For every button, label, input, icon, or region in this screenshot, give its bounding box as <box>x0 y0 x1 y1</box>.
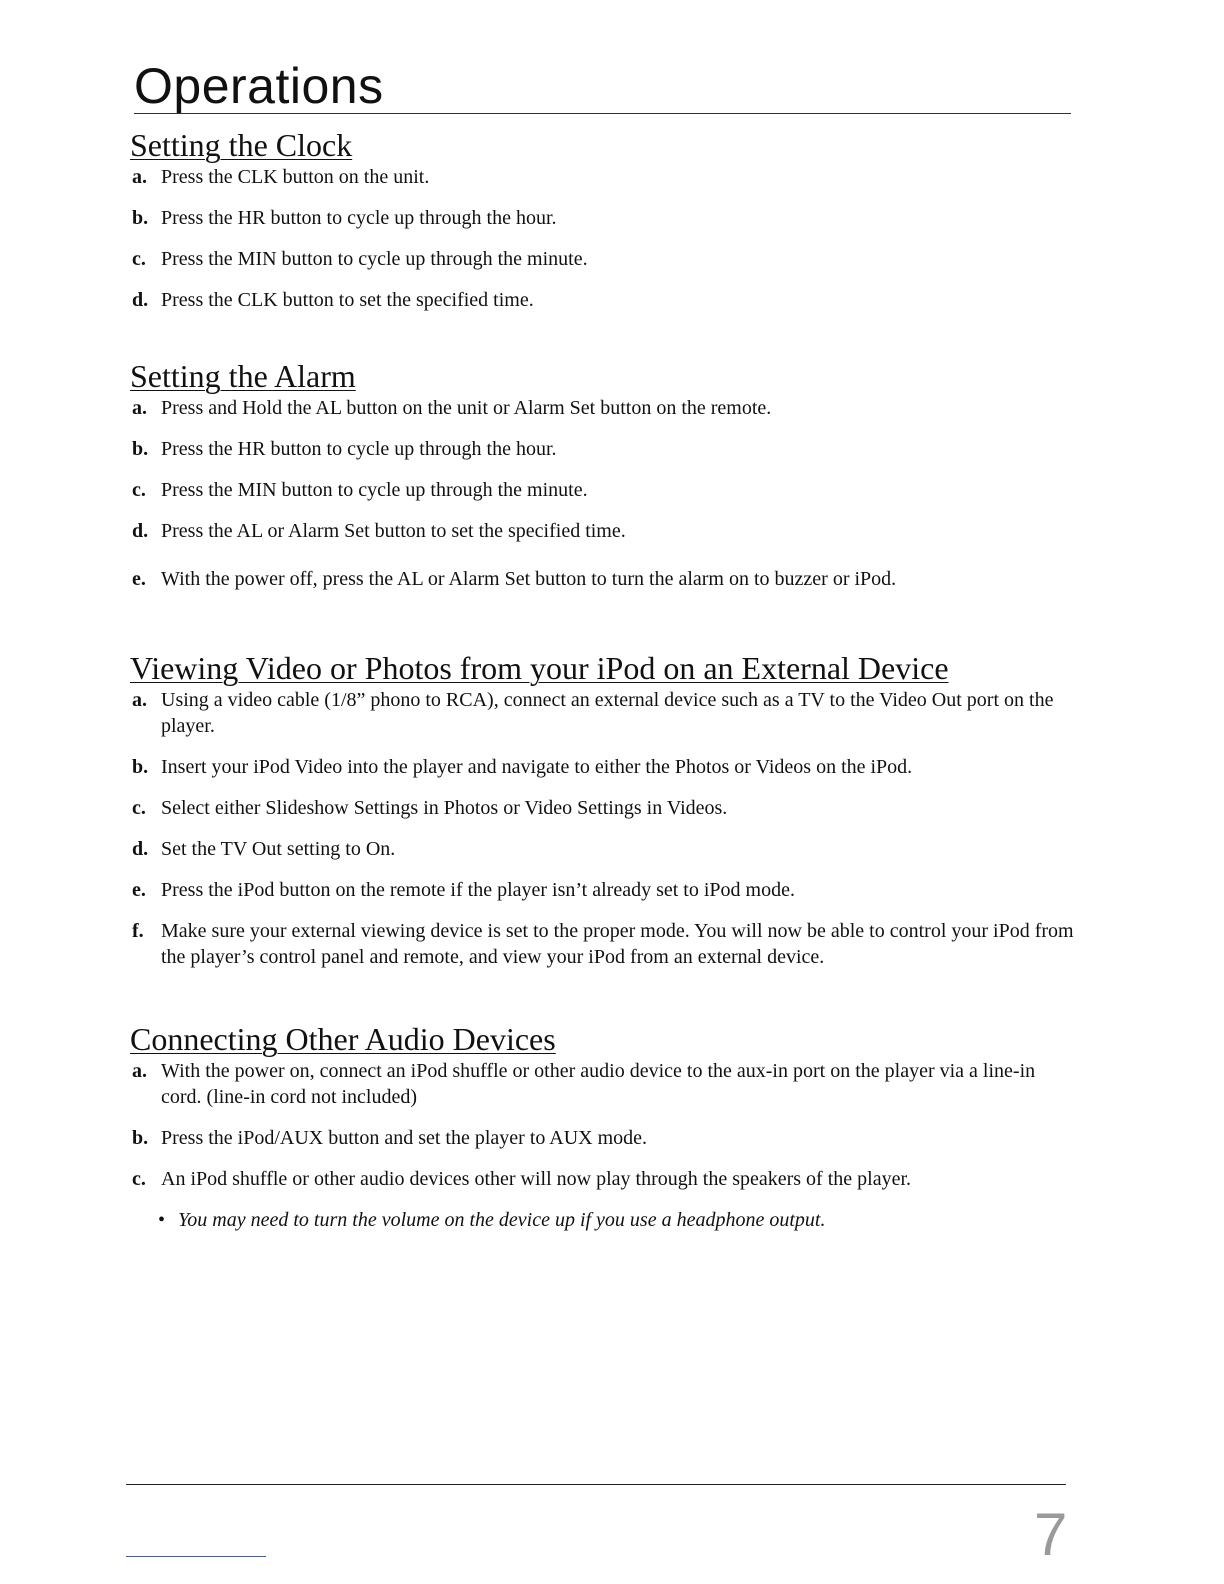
step-item: e. With the power off, press the AL or Alarm Set button to turn the alarm on to buzzer or iPod. <box>132 568 897 590</box>
page-title: Operations <box>134 58 384 114</box>
page-number: 7 <box>1034 1501 1068 1568</box>
step-item: d. Set the TV Out setting to On. <box>132 838 396 860</box>
step-list <box>130 395 1080 592</box>
step-item: a. Press and Hold the AL button on the unit or Alarm Set button on the remote. <box>132 397 772 419</box>
step-item: c. An iPod shuffle or other audio devices other will now play through the speakers of the player. <box>132 1168 912 1190</box>
title-underline-rule <box>134 113 1071 114</box>
step-item: b. Press the iPod/AUX button and set the player to AUX mode. <box>132 1127 648 1149</box>
step-item: b. Press the HR button to cycle up through the hour. <box>132 438 557 460</box>
step-item: d. Press the AL or Alarm Set button to set the specified time. <box>132 520 626 542</box>
step-list <box>130 164 1080 313</box>
step-item: f. Make sure your external viewing device is set to the proper mode. You will now be able to control your iPod from the player’s control panel and remote, and view your iPod from an external device. <box>132 920 1074 968</box>
bullet-icon: • <box>158 1209 166 1231</box>
section-setting-the-clock <box>130 126 1080 328</box>
section-heading: Setting the Alarm <box>130 358 356 394</box>
step-item: c. Press the MIN button to cycle up through the minute. <box>132 479 588 501</box>
step-item: b. Insert your iPod Video into the player and navigate to either the Photos or Videos on the iPod. <box>132 756 913 778</box>
step-item: c. Select either Slideshow Settings in Photos or Video Settings in Videos. <box>132 797 728 819</box>
section-heading: Viewing Video or Photos from your iPod on an External Device <box>130 650 949 686</box>
step-item: e. Press the iPod button on the remote if the player isn’t already set to iPod mode. <box>132 879 795 901</box>
step-item: c. Press the MIN button to cycle up through the minute. <box>132 248 588 270</box>
step-item: a. Press the CLK button on the unit. <box>132 166 430 188</box>
step-list <box>130 687 1080 970</box>
step-item: d. Press the CLK button to set the specified time. <box>132 289 534 311</box>
step-item: a. With the power on, connect an iPod shuffle or other audio device to the aux-in port on the player via a line-in cord. (line-in cord not included) <box>132 1060 1036 1108</box>
step-list <box>130 1058 1080 1192</box>
note-tip: • You may need to turn the volume on the device up if you use a headphone output. <box>158 1209 826 1231</box>
section-setting-the-alarm <box>130 357 1080 607</box>
step-item: b. Press the HR button to cycle up through the hour. <box>132 207 557 229</box>
section-heading: Setting the Clock <box>130 127 353 163</box>
section-heading: Connecting Other Audio Devices <box>130 1021 556 1057</box>
section-viewing-video-or-photos <box>130 649 1080 985</box>
corner-link-line <box>126 1556 266 1557</box>
footer-rule <box>126 1484 1066 1485</box>
section-connecting-other-audio-devices <box>130 1020 1080 1233</box>
step-item: a. Using a video cable (1/8” phono to RCA), connect an external device such as a TV to the Video Out port on the player. <box>132 689 1054 737</box>
